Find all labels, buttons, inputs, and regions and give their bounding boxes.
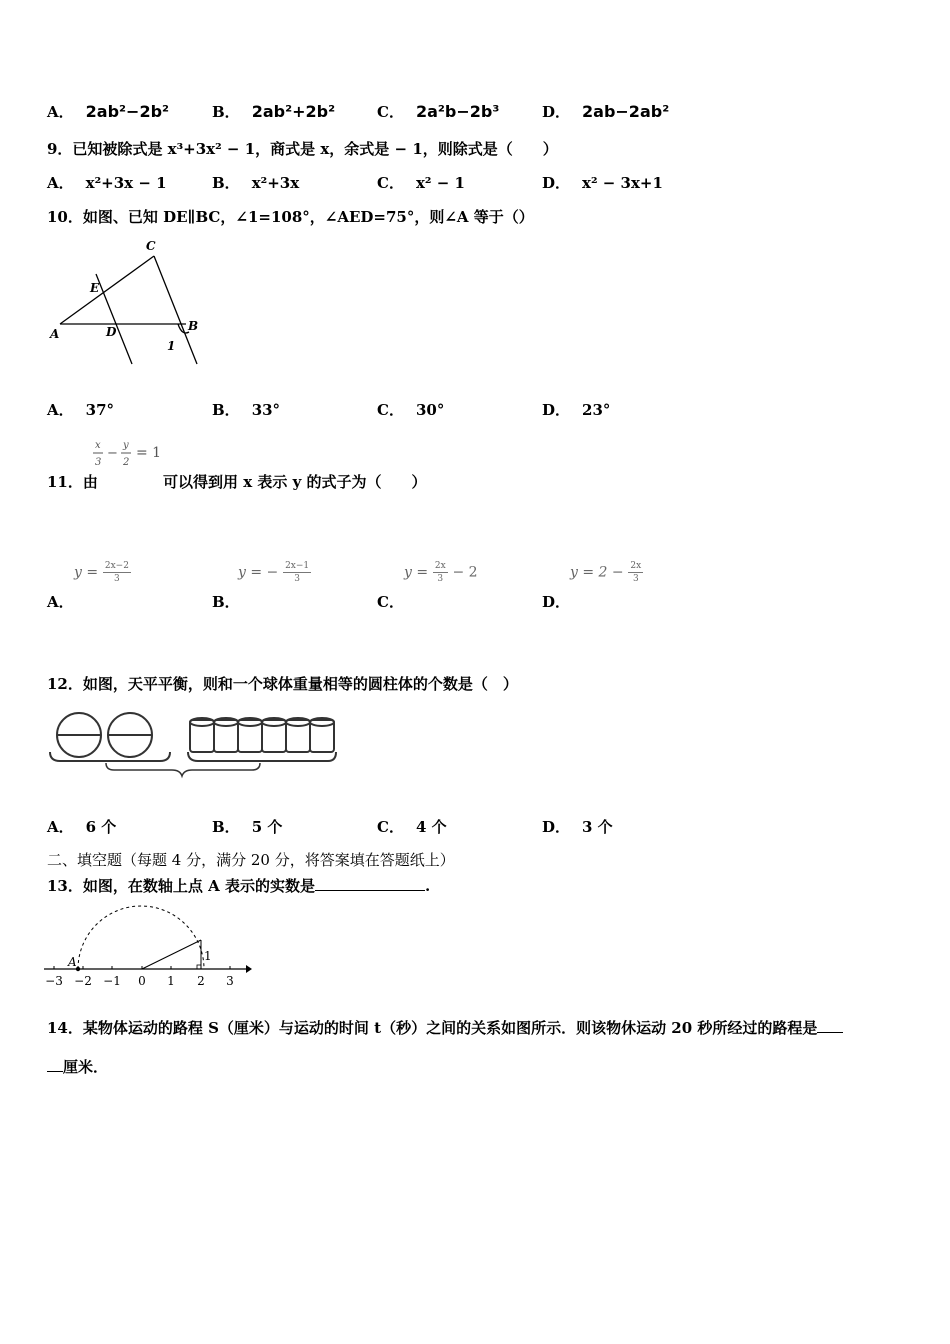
q11-option-a-formula: y = $\frac{2x-2}{3}$ (74, 561, 129, 584)
q10-option-c: C． 30° (377, 401, 445, 419)
eq-y: y (123, 440, 129, 451)
section-2-title: 二、填空题（每题 4 分，满分 20 分，将答案填在答题纸上） (47, 851, 455, 869)
q11-option-d: D． (542, 593, 571, 611)
line-cb (154, 256, 197, 364)
q8-option-c: C． 2a²b−2b³ (377, 102, 500, 121)
q9-stem: 9．已知被除式是 x³+3x² − 1，商式是 x，余式是 − 1，则除式是（ ） (47, 140, 558, 158)
q9-option-a: A． x²+3x − 1 (47, 174, 167, 192)
q8-option-a: A． 2ab²−2b² (47, 102, 170, 121)
q13-answer-blank[interactable] (315, 876, 425, 891)
line-ed (96, 274, 132, 364)
label-b: B (188, 319, 199, 333)
q10-figure (44, 236, 214, 370)
q11-option-c: C． (377, 593, 404, 611)
q12-stem: 12．如图，天平平衡，则和一个球体重量相等的圆柱体的个数是（ ） (47, 675, 518, 693)
label-1: 1 (167, 339, 176, 353)
q10-option-d: D． 23° (542, 401, 611, 419)
eq-x: x (95, 440, 101, 451)
q8-option-d: D． 2ab−2ab² (542, 102, 670, 121)
q11-option-b: B． (212, 593, 240, 611)
q10-option-a: A． 37° (47, 401, 115, 419)
right-pan (188, 752, 336, 761)
tick-label: −3 (45, 974, 63, 988)
q12-balance-figure (46, 708, 341, 780)
q9-option-d: D． x² − 3x+1 (542, 174, 663, 192)
q11-option-c-formula: y = $\frac{2x}{3}$ − 2 (404, 561, 478, 584)
q9-option-c: C． x² − 1 (377, 174, 465, 192)
tick-label: 1 (167, 974, 175, 988)
eq-rhs: = 1 (136, 445, 162, 461)
eq-minus: − (107, 446, 118, 461)
dashed-arc (78, 906, 204, 969)
tick-label: −2 (74, 974, 92, 988)
q14-line2: 厘米． (47, 1056, 108, 1077)
label-c: C (146, 239, 156, 253)
eq-3: 3 (95, 457, 102, 468)
axis-arrow (246, 965, 252, 973)
tick-label: 0 (138, 974, 146, 988)
q11-option-a: A． (47, 593, 74, 611)
q14-line1: 14．某物体运动的路程 S（厘米）与运动的时间 t（秒）之间的关系如图所示．则该物休运动 20 秒所经过的路程是 (47, 1017, 843, 1038)
cylinders (190, 718, 334, 752)
q9-option-b: B． x²+3x (212, 174, 300, 192)
q14-answer-blank-a[interactable] (817, 1018, 843, 1033)
q8-option-b: B． 2ab²+2b² (212, 102, 336, 121)
q11-equation (90, 438, 170, 468)
q10-stem: 10．如图、已知 DE∥BC，∠1=108°，∠AED=75°，则∠A 等于（） (47, 208, 534, 226)
q11-option-d-formula: y = 2 − $\frac{2x}{3}$ (570, 561, 642, 584)
height-label: 1 (204, 949, 212, 963)
q11-stem-suffix: 可以得到用 x 表示 y 的式子为（ ） (163, 473, 427, 491)
line-ac (60, 256, 154, 324)
brace (106, 763, 260, 776)
tick-label: 3 (226, 974, 234, 988)
tick-label: −1 (103, 974, 121, 988)
hypotenuse (142, 940, 201, 969)
q12-option-a: A． 6 个 (47, 818, 117, 836)
q10-option-b: B． 33° (212, 401, 281, 419)
q12-option-b: B． 5 个 (212, 818, 283, 836)
label-a: A (50, 327, 60, 341)
q14-answer-blank-b[interactable] (47, 1057, 63, 1072)
q12-option-d: D． 3 个 (542, 818, 613, 836)
q13-stem: 13．如图，在数轴上点 A 表示的实数是 . (47, 877, 431, 895)
label-d: D (106, 325, 117, 339)
q11-option-b-formula: y = − $\frac{2x-1}{3}$ (238, 561, 310, 584)
eq-2: 2 (123, 457, 130, 468)
q13-number-line (40, 898, 255, 993)
label-e: E (90, 281, 100, 295)
tick-label: 2 (197, 974, 205, 988)
q11-stem-prefix: 11．由 (47, 473, 98, 491)
point-a-label: A (68, 955, 77, 969)
q12-option-c: C． 4 个 (377, 818, 447, 836)
